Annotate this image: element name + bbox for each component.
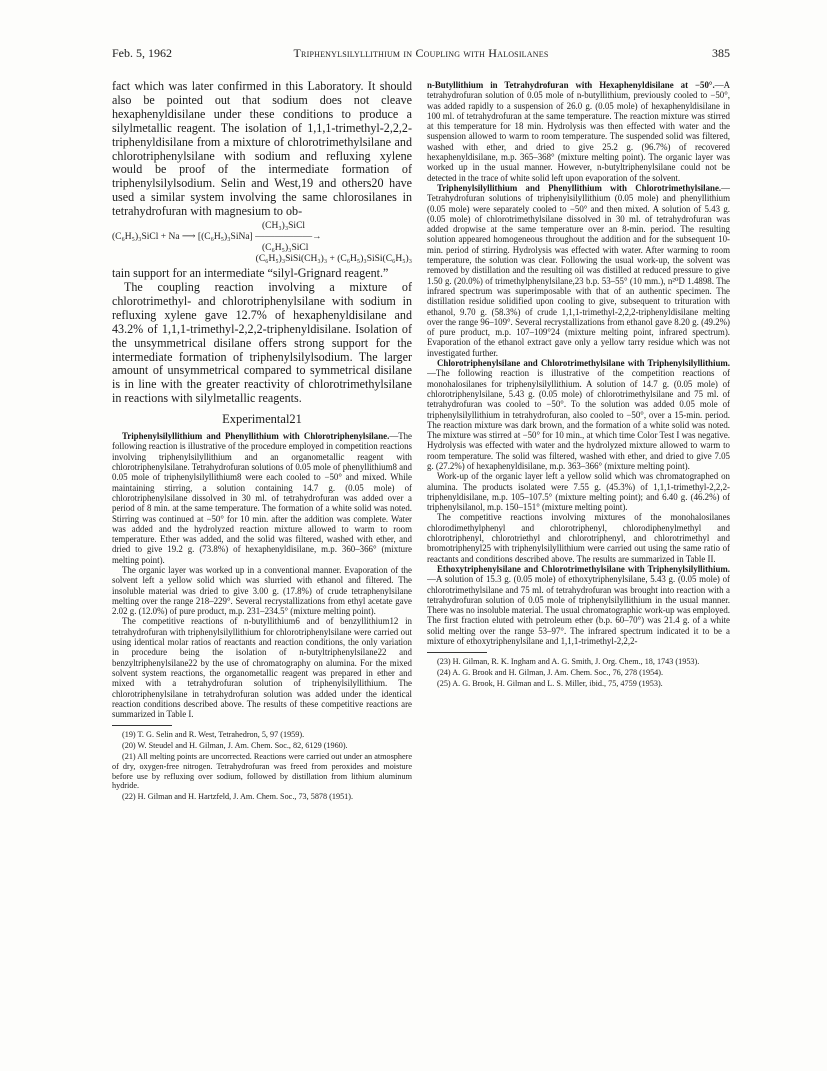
reaction-equation <box>112 221 412 265</box>
equation-main: (C₆H₅)₃SiCl + Na ⟶ [(C₆H₅)₃SiNa] ——————→ <box>112 232 322 243</box>
paragraph-exp-3 <box>427 183 730 358</box>
footnote-rule <box>112 725 172 726</box>
equation-products: (C₆H₅)₃SiSi(CH₃)₃ + (C₆H₅)₃SiSi(C₆H₅)₃ <box>255 254 412 265</box>
subheading: n-Butyllithium in Tetrahydrofuran with Hexaphenyldisilane at −50°. <box>427 80 715 90</box>
left-column <box>112 80 412 1010</box>
paragraph-intro: fact which was later confirmed in this Laboratory. It should also be pointed out that sodium does not cleave hexaphenyldisilane under these conditions to produce a silylmetallic reagent. The isolation of 1,1,1-trimethyl-2,2,2-triphenyldisilane from a mixture of chlorotrimethylsilane and chlorotriphenylsilane with sodium and refluxing xylene would be proof of the intermediate formation of triphenylsilylsodium. Selin and West,19 and others20 have used a similar system involving the same chlorosilanes in tetrahydrofuran with magnesium to ob- <box>112 80 412 219</box>
equation-reagent-under: (C₆H₅)₃SiCl <box>262 243 309 254</box>
paragraph-coupling: The coupling reaction involving a mixture of chlorotrimethyl- and chlorotriphenylsilane with sodium in refluxing xylene gave 12.7% of hexaphenyldisilane and 43.2% of 1,1,1-trimethyl-2,2,2-triphenyldisilane. Isolation of the unsymmetrical disilane offers strong support for the intermediate formation of triphenylsilylsodium. The larger amount of unsymmetrical compared to symmetrical disilane is in line with the greater reactivity of chlorotrimethylsilane in reactions with silylmetallic reagents. <box>112 279 412 406</box>
running-header <box>112 46 730 62</box>
footnote-rule <box>427 652 487 653</box>
paragraph-body: —Tetrahydrofuran solutions of triphenylsilyllithium (0.05 mole) and phenyllithium (0.05 mole) were separately cooled to −50° and then mixed. A solution of 5.43 g. (0.05 mole) of chlorotrimethylsilane dissolved in 30 ml. of tetrahydrofuran was added dropwise at the same temperature over an 8-min. period. The resulting solution appeared homogeneous throughout the addition and for the subsequent 10-min. period of stirring. Hydrolysis was effected with water. After warming to room temperature, the solution was clear. Following the usual work-up, the solvent was removed by distillation and the resulting oil was distilled at reduced pressure to give 1.50 g. (20.0%) of trimethylphenylsilane,23 b.p. 53–55° (10 mm.), n²⁰D 1.4898. The infrared spectrum was superimposable with that of an authentic specimen. The distillation residue solidified upon cooling to give, subsequent to trituration with ethanol, 9.70 g. (58.3%) of crude 1,1,1-trimethyl-2,2,2-triphenyldisilane melting over the range 96–109°. Several recrystallizations from ethanol gave 8.20 g. (49.2%) of pure product, m.p. 107–109°24 (mixture melting point, infrared spectrum). Evaporation of the ethanol extract gave only a yellow tarry residue which was not investigated further. <box>427 182 730 358</box>
paragraph-exp-1b: The organic layer was worked up in a conventional manner. Evaporation of the solvent left a yellow solid which was slurried with ethanol and filtered. The insoluble material was dried to give 3.00 g. (17.8%) of crude tetraphenylsilane melting over the range 218–229°. Several recrystallizations from ethyl acetate gave 2.02 g. (12.0%) of pure product, m.p. 231–234.5° (mixture melting point). <box>112 564 412 617</box>
subheading: Ethoxytriphenylsilane and Chlorotrimethylsilane with Triphenylsilyllithium. <box>437 563 730 574</box>
paragraph-body: —The following reaction is illustrative of the procedure employed in competition reactions involving triphenylsilyllithium and an organometallic reagent with chlorotriphenylsilane. Tetrahydrofuran solutions of 0.05 mole of phenyllithium8 and 0.05 mole of triphenylsilyllithium8 were each cooled to −50° and mixed. While maintaining stirring, a solution containing 14.7 g. (0.05 mole) of chlorotriphenylsilane dissolved in 30 ml. of tetrahydrofuran was added over a period of 8 min. at the same temperature. The formation of a white solid was noted. Stirring was continued at −50° for 10 min. after the addition was complete. Water was added and the hydrolyzed reaction mixture allowed to warm to room temperature. Ether was added, and the solid was filtered, washed with ether, and dried to give 19.2 g. (73.8%) of hexaphenyldisilane, m.p. 360–366° (mixture melting point). <box>112 431 412 565</box>
issue-date: Feb. 5, 1962 <box>112 46 172 60</box>
paragraph-body: —A solution of 15.3 g. (0.05 mole) of ethoxytriphenylsilane, 5.43 g. (0.05 mole) of chlorotrimethylsilane and 75 ml. of tetrahydrofuran was brought into reaction with a tetrahydrofuran solution of 0.05 mole of triphenylsilyllithium in the usual manner. There was no insoluble material. The usual chromatographic work-up was employed. The first fraction eluted with petroleum ether (b.p. 60–70°) was 21.4 g. of a white solid melting over the range 53–97°. The infrared spectrum indicated it to be a mixture of ethoxytriphenylsilane and 1,1,1-trimethyl-2,2,2- <box>427 574 730 647</box>
paragraph-exp-4c: The competitive reactions involving mixtures of the monohalosilanes chlorodimethylphenyl and chlorotriphenyl, chlorodiphenylmethyl and chlorotriphenyl, chlorotriethyl and chlorotriphenyl, and chlorotrimethyl and bromotriphenyl25 with triphenylsilyllithium were carried out using the same ratio of reactants and conditions described above. The results are summarized in Table II. <box>427 512 730 564</box>
footnote-25: (25) A. G. Brook, H. Gilman and L. S. Miller, ibid., 75, 4759 (1953). <box>437 678 663 688</box>
footnote-24: (24) A. G. Brook and H. Gilman, J. Am. Chem. Soc., 76, 278 (1954). <box>437 668 664 678</box>
paragraph-exp-4b: Work-up of the organic layer left a yellow solid which was chromatographed on alumina. The products isolated were 7.55 g. (45.3%) of 1,1,1-trimethyl-2,2,2-triphenyldisilane, m.p. 105–107.5° (mixture melting point); and 6.40 g. (46.2%) of triphenylsilanol, m.p. 150–151° (mixture melting point). <box>427 471 730 513</box>
paragraph-exp-1 <box>112 431 412 565</box>
running-title: Triphenylsilyllithium in Coupling with Halosilanes <box>293 46 549 60</box>
subheading: Chlorotriphenylsilane and Chlorotrimethylsilane with Triphenylsilyllithium. <box>437 358 730 369</box>
paragraph-body: —The following reaction is illustrative of the competition reactions of monohalosilanes for triphenylsilyllithium. A solution of 14.7 g. (0.05 mole) of chlorotriphenylsilane, 5.43 g. (0.05 mole) of chlorotrimethylsilane and 75 ml. of tetrahydrofuran was cooled to −50°. To the solution was added 0.05 mole of triphenylsilyllithium in tetrahydrofuran, also cooled to −50°, over a 15-min. period. The reaction mixture was dark brown, and the formation of a white solid was noted. The mixture was stirred at −50° for 10 min., at which time Color Test I was negative. Hydrolysis was effected with water and the hydrolyzed mixture allowed to warm to room temperature. The solid was filtered, washed with ether, and dried to give 7.05 g. (27.2%) of hexaphenyldisilane, m.p. 363–366° (mixture melting point). <box>427 368 730 471</box>
paragraph-body: —A tetrahydrofuran solution of 0.05 mole of n-butyllithium, previously cooled to −50°, was added rapidly to a suspension of 26.0 g. (0.05 mole) of hexaphenyldisilane in 100 ml. of tetrahydrofuran at the same temperature. The reaction mixture was stirred at this temperature for 18 min. Hydrolysis was then effected with water and the suspension allowed to warm to room temperature. The suspended solid was filtered, washed with ether, and dried to give 25.2 g. (96.7%) of recovered hexaphenyldisilane, m.p. 365–368° (mixture melting point). The organic layer was worked up in the usual manner. However, n-butyltriphenylsilane could not be detected in the trace of white solid left upon evaporation of the solvent. <box>427 80 730 183</box>
footnote-19: (19) T. G. Selin and R. West, Tetrahedron, 5, 97 (1959). <box>122 730 305 740</box>
paragraph-exp-5 <box>427 564 730 646</box>
subheading: Triphenylsilyllithium and Phenyllithium with Chlorotrimethylsilane. <box>437 182 722 193</box>
footnote-21: (21) All melting points are uncorrected. Reactions were carried out under an atmosphere of dry, oxygen-free nitrogen. Tetrahydrofuran was freed from peroxides and moisture before use by refluxing over sodium, followed by distillation from lithium aluminum hydride. <box>112 752 412 791</box>
paragraph-exp-1c: The competitive reactions of n-butyllithium6 and of benzyllithium12 in tetrahydrofuran with triphenylsilyllithium for chlorotriphenylsilane were carried out using identical molar ratios of reactants and reaction conditions, the only variation in procedure being the isolation of n-butyltriphenylsilane22 and benzyltriphenylsilane22 by the use of chromatography on alumina. For the mixed solvent system reactions, the organometallic reagent was prepared in ether and mixed with a tetrahydrofuran solution of triphenylsilyllithium. The chlorotriphenylsilane in tetrahydrofuran solution was added under the identical reaction conditions described above. The results of these competitive reactions are summarized in Table I. <box>112 616 412 720</box>
footnote-23: (23) H. Gilman, R. K. Ingham and A. G. Smith, J. Org. Chem., 18, 1743 (1953). <box>437 657 700 667</box>
page-number: 385 <box>712 46 730 60</box>
paragraph-exp-4 <box>427 358 730 471</box>
section-heading-experimental: Experimental21 <box>222 412 302 427</box>
equation-reagent-top: (CH₃)₃SiCl <box>262 221 306 232</box>
subheading: Triphenylsilyllithium and Phenyllithium with Chlorotriphenylsilane. <box>122 431 390 442</box>
footnote-22: (22) H. Gilman and H. Hartzfeld, J. Am. Chem. Soc., 73, 5878 (1951). <box>122 792 354 802</box>
paragraph-exp-2 <box>427 80 730 183</box>
right-column <box>427 80 730 1010</box>
paragraph-silyl-grignard: tain support for an intermediate “silyl-Grignard reagent.” <box>112 266 389 281</box>
footnote-20: (20) W. Steudel and H. Gilman, J. Am. Chem. Soc., 82, 6129 (1960). <box>122 741 348 751</box>
